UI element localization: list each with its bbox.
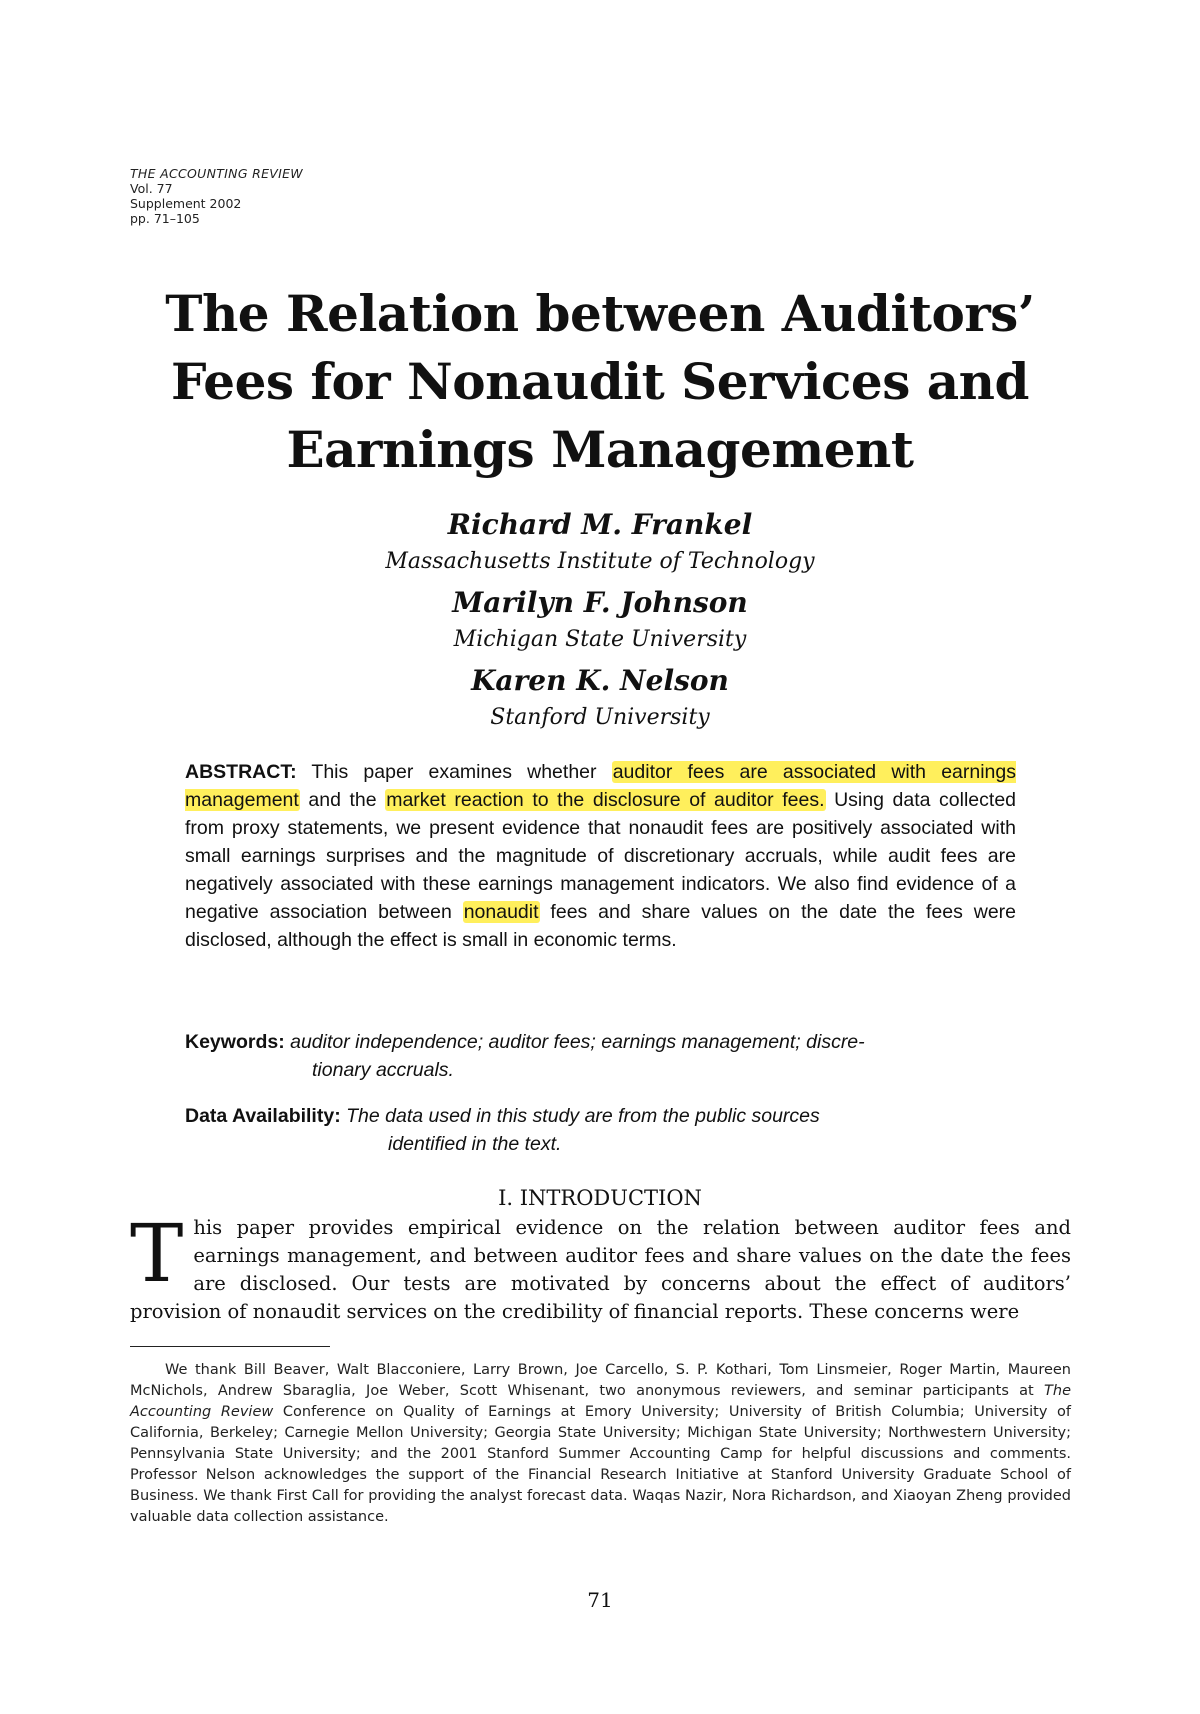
highlight[interactable]: nonaudit (463, 901, 539, 923)
data-availability-text: identified in the text. (388, 1133, 562, 1155)
data-availability (185, 1102, 1016, 1158)
abstract-text: Using data collected from proxy statements, we present evidence that nonaudit fees are positively associated with small earnings surprises and the magnitude of discretionary accruals, while audit fees are negatively associated with these earnings management indicators. We also find evidence of a negative association between (185, 789, 1017, 923)
journal-supplement: Supplement 2002 (130, 196, 242, 211)
abstract-text: and the (299, 789, 386, 811)
author-affiliation: Stanford University (490, 705, 710, 730)
footnote-text: We thank Bill Beaver, Walt Blacconiere, Larry Brown, Joe Carcello, S. P. Kothari, Tom Linsmeier, Roger Martin, Maureen McNichols, Andrew Sbaraglia, Joe Weber, Scott Whisenant, two anonymous reviewers, and seminar participants at (130, 1362, 1071, 1399)
keywords-text: tionary accruals. (312, 1059, 454, 1081)
intro-paragraph: his paper provides empirical evidence on the relation between auditor fees and earnings management, and between auditor fees and share values on the date the fees are disclosed. Our tests are motivated by concerns about the effect of auditors’ provision of nonaudit services on the credibility of financial reports. These concerns were (130, 1216, 1071, 1323)
journal-info (130, 166, 303, 226)
abstract-text: This paper examines whether (296, 761, 612, 783)
introduction-body (130, 1207, 1071, 1326)
author-name: Marilyn F. Johnson (452, 586, 748, 619)
author-affiliation: Massachusetts Institute of Technology (385, 549, 815, 574)
highlight[interactable]: market reaction to the disclosure of auditor fees. (386, 789, 825, 811)
author-name: Karen K. Nelson (471, 664, 729, 697)
abstract-text: fees and share values on the date the fees were disclosed, although the effect is small in economic terms. (185, 901, 1016, 951)
highlight[interactable]: auditor fees are associated with earnings management (185, 761, 1016, 811)
page-number: 71 (587, 1588, 613, 1612)
footnote-rule (130, 1346, 330, 1347)
title-line: Fees for Nonaudit Services and (171, 352, 1029, 411)
title-line: The Relation between Auditors’ (165, 284, 1035, 343)
section-heading: I. INTRODUCTION (498, 1186, 702, 1210)
footnote (130, 1360, 1071, 1528)
abstract (185, 758, 1016, 954)
author-name: Richard M. Frankel (447, 508, 753, 541)
footnote-journal: The Accounting Review (130, 1383, 1071, 1420)
paper-title (120, 280, 1080, 484)
journal-volume: Vol. 77 (130, 181, 173, 196)
title-line: Earnings Management (286, 420, 914, 479)
keywords-label: Keywords: (185, 1031, 285, 1053)
keywords (185, 1028, 1016, 1084)
keywords-text: auditor independence; auditor fees; earnings management; discre- (284, 1031, 865, 1053)
footnote-text: Conference on Quality of Earnings at Emory University; University of British Columbia; University of California, Berkeley; Carnegie Mellon University; Georgia State University; Michigan State University; Northwestern University; Pennsylvania State University; and the 2001 Stanford Summer Accounting Camp for helpful discussions and comments. Professor Nelson acknowledges the support of the Financial Research Initiative at Stanford University Graduate School of Business. We thank First Call for providing the analyst forecast data. Waqas Nazir, Nora Richardson, and Xiaoyan Zheng provided valuable data collection assistance. (130, 1404, 1072, 1525)
journal-pages: pp. 71–105 (130, 211, 200, 226)
abstract-label: ABSTRACT: (185, 761, 297, 783)
author-affiliation: Michigan State University (453, 627, 747, 652)
data-availability-label: Data Availability: (185, 1105, 341, 1127)
drop-cap: T (130, 1207, 184, 1300)
author-list (120, 506, 1080, 740)
journal-name: THE ACCOUNTING REVIEW (130, 166, 303, 181)
data-availability-text: The data used in this study are from the public sources (340, 1105, 820, 1127)
